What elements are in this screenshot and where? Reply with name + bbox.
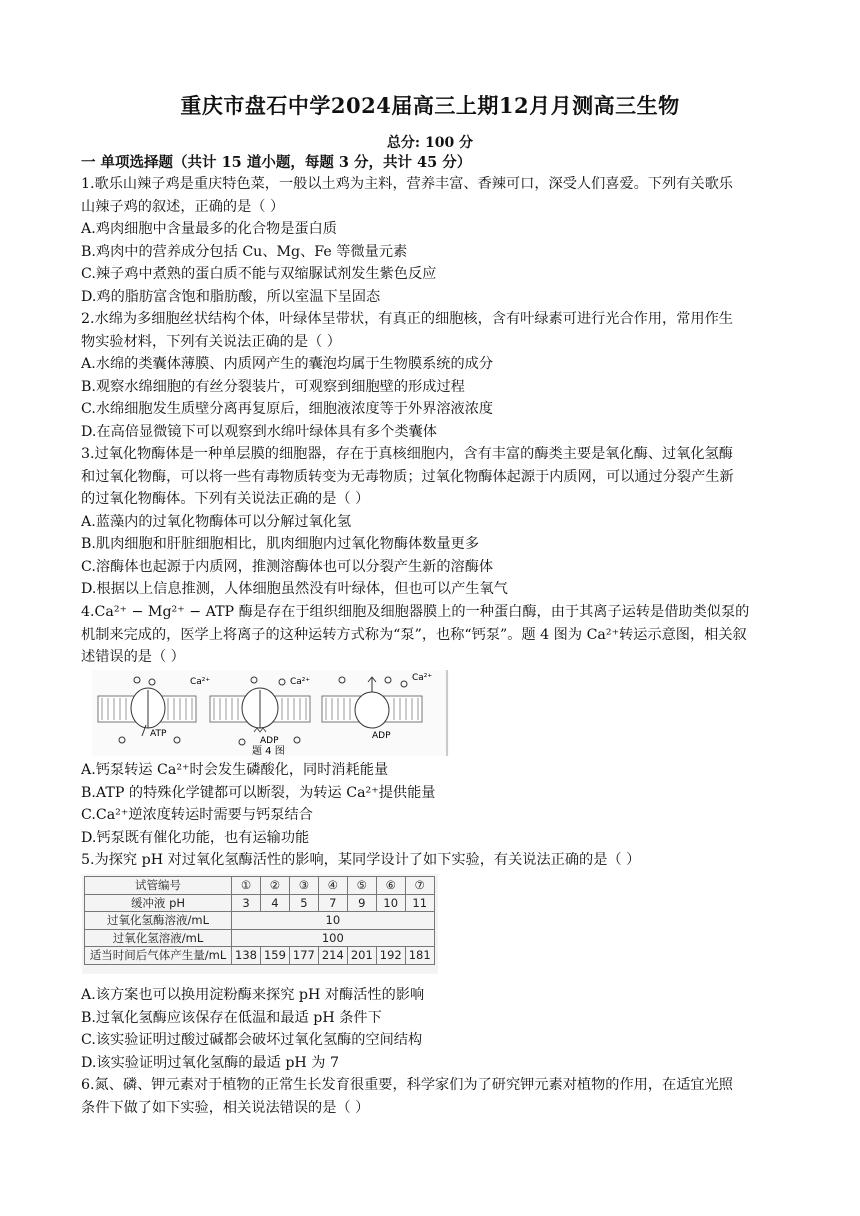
- table-cell: 5: [289, 894, 318, 912]
- q3-option-a: A.蓝藻内的过氧化物酶体可以分解过氧化氢: [81, 513, 352, 530]
- table-cell: ④: [318, 877, 347, 895]
- table-row-tube: [85, 877, 435, 895]
- calcium-pump-figure: [92, 670, 449, 756]
- q5-option-d: D.该实验证明过氧化氢酶的最适 pH 为 7: [81, 1054, 340, 1071]
- table-row-label: 适当时间后气体产生量/mL: [85, 947, 232, 965]
- q2-stem-line2: 物实验材料，下列有关说法正确的是（ ）: [81, 333, 341, 350]
- table-row-label: 缓冲液 pH: [85, 894, 232, 912]
- table-cell: 9: [347, 894, 376, 912]
- q4-option-c: C.Ca²⁺逆浓度转运时需要与钙泵结合: [81, 807, 313, 823]
- q3-option-b: B.肌肉细胞和肝脏细胞相比，肌肉细胞内过氧化物酶体数量更多: [81, 536, 480, 552]
- q3-stem-line1: 3.过氧化物酶体是一种单层膜的细胞器，存在于真核细胞内，含有丰富的酶类主要是氧化酶、过氧化氢酶: [81, 446, 733, 462]
- q1-option-b: B.鸡肉中的营养成分包括 Cu、Mg、Fe 等微量元素: [81, 243, 408, 260]
- fig-ca-label-2: Ca²⁺: [290, 677, 311, 687]
- table-cell: ②: [260, 877, 289, 895]
- q5-option-c: C.该实验证明过酸过碱都会破坏过氧化氢酶的空间结构: [81, 1032, 423, 1048]
- page-title: 重庆市盘石中学2024届高三上期12月月测高三生物: [180, 93, 680, 118]
- table-cell: ⑦: [405, 877, 434, 895]
- table-cell: 10: [376, 894, 405, 912]
- q1-option-c: C.辣子鸡中煮熟的蛋白质不能与双缩脲试剂发生紫色反应: [81, 266, 437, 282]
- q5-table: [84, 876, 435, 965]
- section-heading: 一 单项选择题（共计 15 道小题，每题 3 分，共计 45 分）: [81, 154, 472, 171]
- q3-option-d: D.根据以上信息推测，人体细胞虽然没有叶绿体，但也可以产生氧气: [81, 581, 508, 597]
- table-cell: 159: [260, 947, 289, 965]
- question-2: [81, 308, 781, 443]
- table-row-gas: [85, 947, 435, 965]
- table-cell: 192: [376, 947, 405, 965]
- table-cell: 214: [318, 947, 347, 965]
- q3-option-c: C.溶酶体也起源于内质网，推测溶酶体也可以分裂产生新的溶酶体: [81, 558, 494, 575]
- table-cell: 4: [260, 894, 289, 912]
- table-cell: 177: [289, 947, 318, 965]
- table-row-h2o2: [85, 929, 435, 947]
- q2-option-b: B.观察水绵细胞的有丝分裂装片，可观察到细胞壁的形成过程: [81, 378, 465, 395]
- table-cell: 201: [347, 947, 376, 965]
- fig-adp-label-1: ADP: [260, 736, 279, 746]
- fig-ca-label-3: Ca²⁺: [412, 673, 433, 683]
- total-score: 总分: 100 分: [386, 135, 474, 151]
- table-row-label: 试管编号: [85, 877, 232, 895]
- table-row-enzyme: [85, 912, 435, 930]
- table-cell: ⑥: [376, 877, 405, 895]
- q2-option-a: A.水绵的类囊体薄膜、内质网产生的囊泡均属于生物膜系统的成分: [81, 356, 494, 372]
- table-cell: 3: [232, 894, 261, 912]
- question-3: [81, 443, 781, 601]
- question-6: [81, 1074, 781, 1119]
- q5-option-b: B.过氧化氢酶应该保存在低温和最适 pH 条件下: [81, 1009, 382, 1026]
- q3-stem-line3: 的过氧化物酶体。下列有关说法正确的是（ ）: [81, 491, 370, 507]
- q2-stem-line1: 2.水绵为多细胞丝状结构个体，叶绿体呈带状，有真正的细胞核，含有叶绿素可进行光合作用，常用作生: [81, 311, 733, 327]
- q6-stem-line1: 6.氮、磷、钾元素对于植物的正常生长发育很重要，科学家们为了研究钾元素对植物的作用，在适宜光照: [81, 1077, 733, 1093]
- q1-option-d: D.鸡的脂肪富含饱和脂肪酸，所以室温下呈固态: [81, 288, 381, 305]
- q1-option-a: A.鸡肉细胞中含量最多的化合物是蛋白质: [81, 221, 337, 237]
- question-1: [81, 173, 781, 308]
- q5-stem: 5.为探究 pH 对过氧化氢酶活性的影响，某同学设计了如下实验，有关说法正确的是（ ）: [81, 852, 641, 868]
- table-cell: ⑤: [347, 877, 376, 895]
- table-cell: 7: [318, 894, 347, 912]
- q2-option-c: C.水绵细胞发生质壁分离再复原后，细胞液浓度等于外界溶液浓度: [81, 401, 494, 417]
- q3-stem-line2: 和过氧化物酶，可以将一些有毒物质转变为无毒物质；过氧化物酶体起源于内质网，可以通过分裂产生新: [81, 468, 734, 485]
- question-4: [81, 601, 781, 669]
- table-row-label: 过氧化氢酶溶液/mL: [85, 912, 232, 930]
- q4-stem-line1: 4.Ca²⁺ − Mg²⁺ − ATP 酶是存在于组织细胞及细胞器膜上的一种蛋白酶，由于其离子运转是借助类似泵的: [81, 604, 750, 620]
- fig-caption: 题 4 图: [252, 746, 285, 756]
- table-cell: 181: [405, 947, 434, 965]
- q4-option-d: D.钙泵既有催化功能，也有运输功能: [81, 829, 310, 846]
- question-5-options: [81, 984, 781, 1074]
- q4-stem-line2: 机制来完成的，医学上将离子的这种运转方式称为“泵”，也称“钙泵”。题 4 图为 Ca²⁺转运示意图，相关叙: [81, 626, 747, 643]
- fig-atp-label: ATP: [150, 729, 167, 739]
- q4-stem-line3: 述错误的是（ ）: [81, 649, 185, 665]
- question-5: [81, 849, 781, 872]
- table-row-label: 过氧化氢溶液/mL: [85, 929, 232, 947]
- q4-option-a: A.钙泵转运 Ca²⁺时会发生磷酸化，同时消耗能量: [81, 762, 389, 778]
- table-cell: 138: [232, 947, 261, 965]
- table-cell: ①: [232, 877, 261, 895]
- table-cell: 11: [405, 894, 434, 912]
- q1-stem-line1: 1.歌乐山辣子鸡是重庆特色菜，一般以土鸡为主料，营养丰富、香辣可口，深受人们喜爱。下列有关歌乐: [81, 176, 733, 192]
- q4-option-b: B.ATP 的特殊化学键都可以断裂，为转运 Ca²⁺提供能量: [81, 784, 436, 801]
- table-cell: 10: [232, 912, 435, 930]
- q2-option-d: D.在高倍显微镜下可以观察到水绵叶绿体具有多个类囊体: [81, 423, 437, 440]
- fig-adp-label-2: ADP: [372, 731, 391, 741]
- fig-ca-label-1: Ca²⁺: [190, 677, 211, 687]
- q6-stem-line2: 条件下做了如下实验，相关说法错误的是（ ）: [81, 1099, 370, 1116]
- question-4-options: [81, 759, 781, 849]
- table-cell: ③: [289, 877, 318, 895]
- table-row-ph: [85, 894, 435, 912]
- q1-stem-line2: 山辣子鸡的叙述，正确的是（ ）: [81, 198, 285, 215]
- table-cell: 100: [232, 929, 435, 947]
- q5-option-a: A.该方案也可以换用淀粉酶来探究 pH 对酶活性的影响: [81, 987, 425, 1003]
